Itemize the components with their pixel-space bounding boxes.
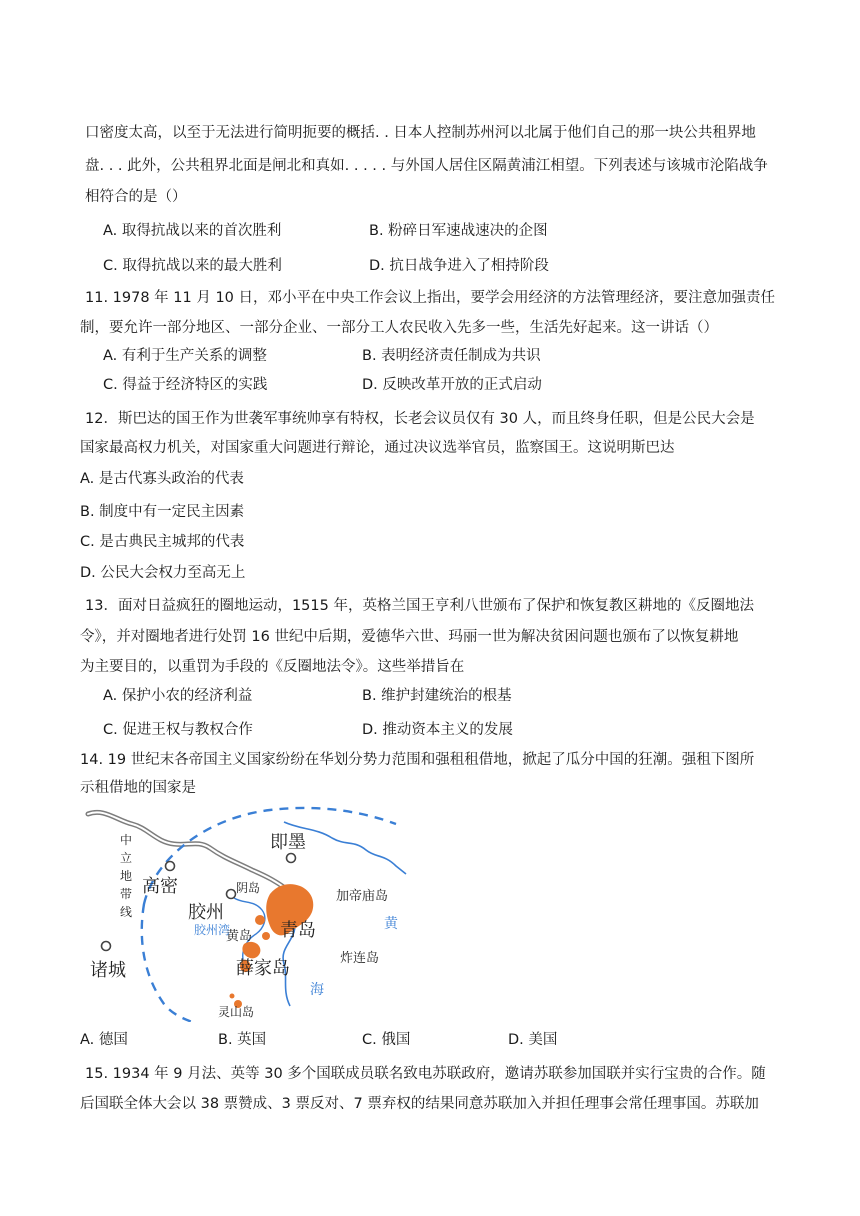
q12-option-c: C. 是古典民主城邦的代表 [80, 534, 245, 550]
map-label-zhongli-1: 中 [120, 833, 133, 847]
q13-option-c: C. 促进王权与教权合作 [103, 722, 253, 738]
q14-option-c: C. 俄国 [362, 1032, 411, 1048]
map-label-yindao: 阴岛 [236, 881, 261, 895]
map-label-xuejiadao: 薛家岛 [236, 958, 290, 979]
q13-line-1: 13．面对日益疯狂的圈地运动，1515 年，英格兰国王亨利八世颁布了保护和恢复教区耕地的《反圈地法 [85, 598, 754, 614]
map-label-jiadimiaodao: 加帝庙岛 [336, 889, 389, 904]
map-label-jiaozhouwan: 胶州湾 [194, 923, 231, 937]
q14-option-d: D. 美国 [508, 1032, 558, 1048]
zhucheng-marker [102, 942, 111, 951]
jiaozhou-bay-map [84, 800, 410, 1046]
q11-line-2: 制，要允许一部分地区、一部分企业、一部分工人农民收入先多一些，生活先好起来。这一讲话（） [80, 320, 718, 336]
q11-option-c: C. 得益于经济特区的实践 [103, 377, 268, 393]
map-label-zhucheng: 诸城 [90, 960, 126, 981]
gaomi-marker [166, 862, 175, 871]
q10-line-3: 相符合的是（） [85, 189, 187, 205]
q13-option-a: A. 保护小农的经济利益 [103, 688, 253, 704]
map-label-huang: 黄 [384, 916, 398, 932]
map-label-qingdao: 青岛 [280, 920, 316, 941]
map-label-jiaozhou: 胶州 [188, 902, 224, 923]
q13-option-b: B. 维护封建统治的根基 [362, 688, 512, 704]
map-label-zhongli-5: 线 [120, 905, 133, 919]
q13-option-d: D. 推动资本主义的发展 [362, 722, 513, 738]
jimo-marker [287, 854, 296, 863]
map-label-huangdao: 黄岛 [226, 929, 253, 944]
q10-line-1: 口密度太高，以至于无法进行简明扼要的概括. . 日本人控制苏州河以北属于他们自己的那一块公共租界地 [85, 125, 756, 141]
q15-line-1: 15. 1934 年 9 月法、英等 30 多个国联成员联名致电苏联政府，邀请苏联参加国联并实行宝贵的合作。随 [85, 1066, 766, 1082]
q12-option-a: A. 是古代寡头政治的代表 [80, 471, 244, 487]
q14-option-a: A. 德国 [80, 1032, 128, 1048]
map-label-hai: 海 [310, 982, 324, 998]
q11-option-b: B. 表明经济责任制成为共识 [362, 348, 541, 364]
q14-option-b: B. 英国 [218, 1032, 267, 1048]
jiaozhou-marker [227, 890, 236, 899]
q10-option-b: B. 粉碎日军速战速决的企图 [369, 223, 548, 239]
map-label-zhaliandao: 炸连岛 [340, 951, 380, 966]
q14-line-1: 14. 19 世纪末各帝国主义国家纷纷在华划分势力范围和强租租借地，掀起了瓜分中国的狂潮。强租下图所 [80, 752, 755, 768]
map-label-gaomi: 高密 [142, 876, 178, 897]
q11-option-d: D. 反映改革开放的正式启动 [362, 377, 542, 393]
q12-option-b: B. 制度中有一定民主因素 [80, 504, 245, 520]
map-label-zhongli-4: 带 [120, 887, 133, 901]
q11-line-1: 11. 1978 年 11 月 10 日，邓小平在中央工作会议上指出，要学会用经济的方法管理经济，要注意加强责任 [85, 290, 776, 306]
q11-option-a: A. 有利于生产关系的调整 [103, 348, 267, 364]
q10-option-d: D. 抗日战争进入了相持阶段 [369, 258, 549, 274]
map-label-jimo: 即墨 [270, 832, 306, 853]
map-label-zhongli-3: 地 [120, 869, 133, 883]
q12-option-d: D. 公民大会权力至高无上 [80, 565, 246, 581]
q10-option-c: C. 取得抗战以来的最大胜利 [103, 258, 282, 274]
q14-line-2: 示租借地的国家是 [80, 780, 196, 796]
q13-line-3: 为主要目的，以重罚为手段的《反圈地法令》。这些举措旨在 [80, 659, 465, 675]
map-label-zhongli-2: 立 [120, 851, 133, 865]
q10-option-a: A. 取得抗战以来的首次胜利 [103, 223, 282, 239]
q10-line-2: 盘. . . 此外，公共租界北面是闸北和真如. . . . . 与外国人居住区隔黄浦江相望。下列表述与该城市沦陷战争 [85, 158, 768, 174]
q13-line-2: 令》，并对圈地者进行处罚 16 世纪中后期，爱德华六世、玛丽一世为解决贫困问题也颁布了以恢复耕地 [80, 629, 739, 645]
map-label-lingshandao: 灵山岛 [218, 1005, 255, 1019]
q12-line-2: 国家最高权力机关，对国家重大问题进行辩论，通过决议选举官员，监察国王。这说明斯巴达 [80, 440, 675, 456]
q15-line-2: 后国联全体大会以 38 票赞成、3 票反对、7 票弃权的结果同意苏联加入并担任理事会常任理事国。苏联加 [80, 1096, 759, 1112]
q12-line-1: 12．斯巴达的国王作为世袭军事统帅享有特权，长老会议员仅有 30 人，而且终身任职，但是公民大会是 [85, 411, 755, 427]
